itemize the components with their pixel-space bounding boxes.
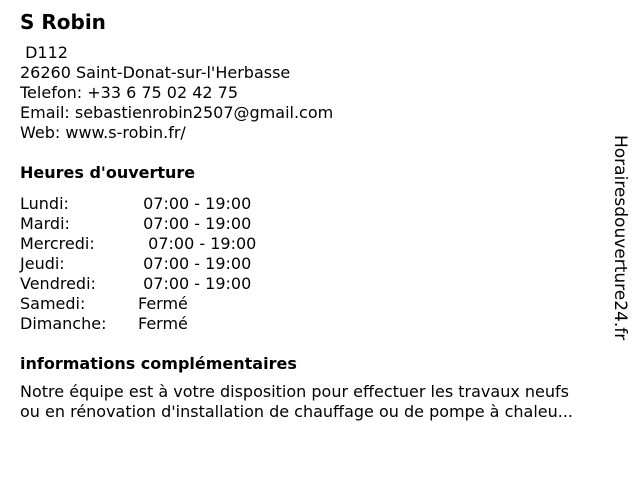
day-label: Jeudi: [20,254,65,273]
hours-row-sunday [20,314,320,334]
day-label: Mardi: [20,214,70,233]
day-hours: 07:00 - 19:00 [138,194,252,213]
day-label: Vendredi: [20,274,96,293]
opening-hours-heading: Heures d'ouverture [20,163,196,182]
address-street: D112 [20,43,68,62]
opening-hours-table [20,194,320,334]
web-line[interactable]: Web: www.s-robin.fr/ [20,123,186,142]
day-label: Mercredi: [20,234,95,253]
day-hours: 07:00 - 19:00 [138,254,252,273]
hours-row-monday [20,194,320,214]
additional-info-text [20,382,625,422]
day-label: Samedi: [20,294,86,313]
additional-info-heading: informations complémentaires [20,354,297,373]
business-name: S Robin [20,10,106,34]
hours-row-friday [20,274,320,294]
hours-row-saturday [20,294,320,314]
hours-row-wednesday [20,234,320,254]
hours-row-tuesday [20,214,320,234]
address-city: 26260 Saint-Donat-sur-l'Herbasse [20,63,291,82]
day-hours: 07:00 - 19:00 [138,274,252,293]
day-hours: Fermé [138,314,188,333]
day-label: Dimanche: [20,314,107,333]
site-watermark: Horairesdouverture24.fr [610,135,630,341]
email-line[interactable]: Email: sebastienrobin2507@gmail.com [20,103,334,122]
day-label: Lundi: [20,194,69,213]
day-hours: Fermé [138,294,188,313]
phone-line[interactable]: Telefon: +33 6 75 02 42 75 [20,83,239,102]
day-hours: 07:00 - 19:00 [138,214,252,233]
day-hours: 07:00 - 19:00 [138,234,257,253]
info-line-2: ou en rénovation d'installation de chauffage ou de pompe à chaleu... [20,402,573,421]
info-line-1: Notre équipe est à votre disposition pour effectuer les travaux neufs [20,382,569,401]
contact-block [20,43,333,143]
hours-row-thursday [20,254,320,274]
